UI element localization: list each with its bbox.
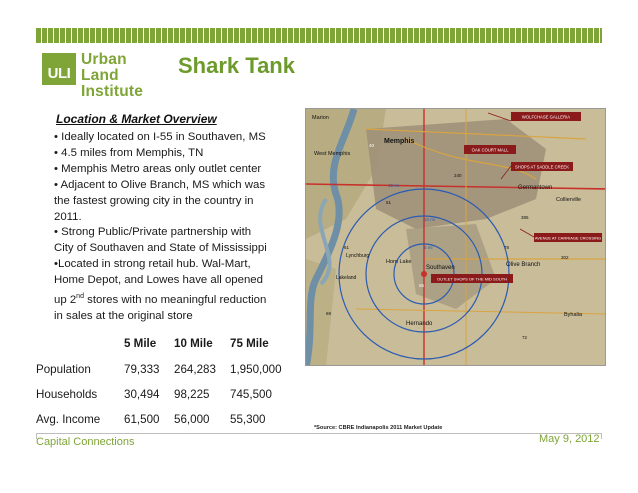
place-label: Hernando <box>406 321 433 327</box>
col-header-10-mile: 10 Mile <box>174 337 213 350</box>
source-note: *Source: CBRE Indianapolis 2011 Market Update <box>314 425 443 431</box>
logo-line-1: Urban Land <box>81 51 127 84</box>
avg-income-75-mile: 55,300 <box>230 413 266 426</box>
ring-label: 5 mi <box>424 245 433 250</box>
bullet-line: • 4.5 miles from Memphis, TN <box>54 146 204 159</box>
ring-label: 10 mi <box>424 217 436 222</box>
route-shield: 55 <box>419 283 425 288</box>
footer-rule-tick <box>601 433 602 439</box>
section-heading: Location & Market Overview <box>56 112 217 126</box>
callout-label: AVENUE AT CARRIAGE CROSSING <box>534 235 602 241</box>
col-header-5-mile: 5 Mile <box>124 337 157 350</box>
route-shield: 72 <box>522 335 528 340</box>
place-label: Southaven <box>426 265 455 271</box>
place-label: Byhalia <box>564 312 583 318</box>
households-75-mile: 745,500 <box>230 388 272 401</box>
place-label: Marion <box>312 115 329 121</box>
site-marker <box>421 271 427 277</box>
population-75-mile: 1,950,000 <box>230 363 282 376</box>
bullet-line: City of Southaven and State of Mississippi <box>54 242 267 255</box>
row-label-avg-income: Avg. Income <box>36 413 101 426</box>
route-shield: 385 <box>521 215 529 220</box>
bullet-line: • Memphis Metro areas only outlet center <box>54 162 262 175</box>
route-shield: 51 <box>386 200 392 205</box>
uli-logo-mark: ULI <box>42 53 76 85</box>
bullet-line <box>54 289 304 309</box>
avg-income-10-mile: 56,000 <box>174 413 210 426</box>
place-label: Memphis <box>384 138 415 145</box>
callout-label: OUTLET SHOPS OF THE MID SOUTH <box>436 276 508 282</box>
col-header-75-mile: 75 Mile <box>230 337 269 350</box>
route-shield: 240 <box>454 173 462 178</box>
bullet-line: • Ideally located on I-55 in Southaven, MS <box>54 131 266 143</box>
bullet-line: Home Depot, and Lowes have all opened <box>54 274 263 287</box>
place-label: Olive Branch <box>506 262 541 268</box>
overview-bullets <box>54 130 304 325</box>
callout-label: SHOPS AT SADDLE CREEK <box>514 164 570 170</box>
logo-line-2: Institute <box>81 83 144 100</box>
route-shield: 78 <box>504 245 510 250</box>
place-label: Horn Lake <box>386 259 412 265</box>
bullet-text: up 2 <box>54 293 77 306</box>
households-10-mile: 98,225 <box>174 388 210 401</box>
population-10-mile: 264,283 <box>174 363 216 376</box>
bullet-line: • Adjacent to Olive Branch, MS which was <box>54 178 266 191</box>
bullet-line: 2011. <box>54 210 82 223</box>
footer-date: May 9, 2012 <box>539 433 600 445</box>
uli-logo <box>42 51 162 100</box>
route-shield: 69 <box>326 311 332 316</box>
row-label-population: Population <box>36 363 91 376</box>
header-stripe-bar <box>36 28 602 43</box>
trade-area-map <box>305 108 606 366</box>
place-label: Germantown <box>518 185 553 191</box>
callout-label: OAK COURT MALL <box>471 147 509 153</box>
households-5-mile: 30,494 <box>124 388 160 401</box>
route-shield: 302 <box>561 255 569 260</box>
route-shield: 61 <box>344 245 350 250</box>
ring-label: 15 mi <box>388 183 400 188</box>
route-shield: 40 <box>369 143 375 148</box>
place-label: Lynchburg <box>346 253 370 259</box>
row-label-households: Households <box>36 388 98 401</box>
footer-rule <box>36 433 602 434</box>
place-label: West Memphis <box>314 151 351 157</box>
bullet-text: stores with no meaningful reduction <box>83 293 267 306</box>
bullet-line: in sales at the original store <box>54 309 193 322</box>
population-5-mile: 79,333 <box>124 363 160 376</box>
ordinal-suffix: nd <box>76 293 84 301</box>
bullet-line: the fastest growing city in the country in <box>54 194 254 207</box>
place-label: Lakeland <box>336 275 357 281</box>
bullet-line: •Located in strong retail hub. Wal-Mart, <box>54 258 251 271</box>
footer-organization: Capital Connections <box>36 436 135 448</box>
bullet-line: • Strong Public/Private partnership with <box>54 226 252 239</box>
avg-income-5-mile: 61,500 <box>124 413 160 426</box>
callout-label: WOLFCHASE GALLERIA <box>521 114 571 120</box>
slide-title: Shark Tank <box>178 53 295 78</box>
uli-logo-text <box>81 52 162 100</box>
place-label: Collierville <box>556 197 582 203</box>
